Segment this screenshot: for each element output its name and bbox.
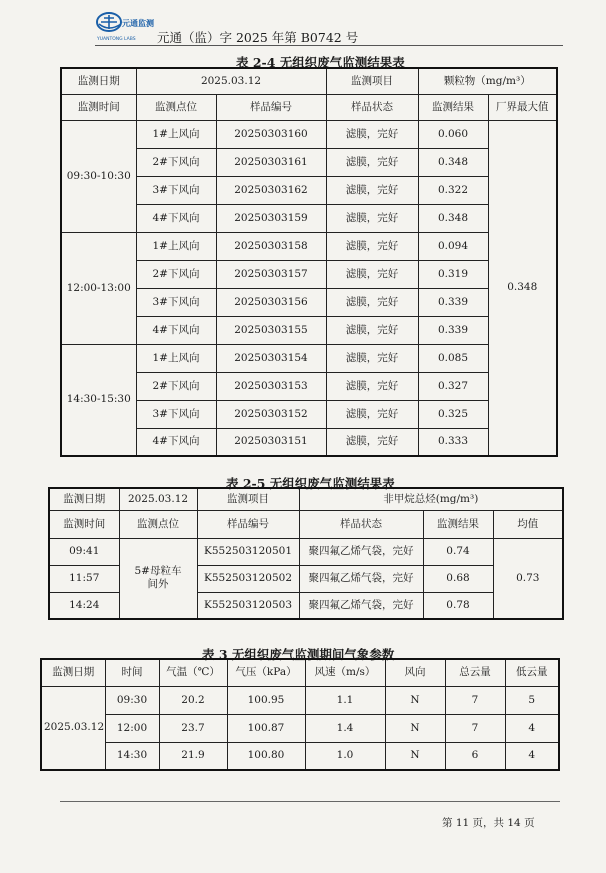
t3-pressure: 100.87 [227, 714, 305, 742]
table-2-5-caption: 表 2-5 无组织废气监测结果表 [226, 476, 395, 491]
t24-point: 1#上风向 [136, 120, 216, 148]
t3-pressure: 100.80 [227, 742, 305, 770]
table-2-4-caption: 表 2-4 无组织废气监测结果表 [236, 55, 405, 70]
t24-result: 0.327 [418, 372, 488, 400]
t3-low-cloud: 4 [505, 714, 559, 742]
t3-total-cloud: 6 [445, 742, 505, 770]
footer-divider [60, 801, 560, 802]
header-divider [95, 45, 563, 46]
t24-result: 0.094 [418, 232, 488, 260]
t3-temp: 20.2 [159, 686, 227, 714]
t24-state: 滤膜，完好 [326, 372, 418, 400]
t3-wind-dir: N [385, 714, 445, 742]
t24-time-cell: 09:30-10:30 [61, 120, 136, 232]
t25-result: 0.78 [423, 592, 493, 619]
t3-header-low-cloud: 低云量 [505, 659, 559, 686]
t24-result: 0.339 [418, 316, 488, 344]
table-2-5 [48, 487, 564, 620]
t25-date-value: 2025.03.12 [119, 488, 197, 510]
t3-wind-speed: 1.1 [305, 686, 385, 714]
logo-subtext: YUANTONG LABS [97, 37, 136, 42]
t24-point: 1#上风向 [136, 232, 216, 260]
t24-time-cell: 12:00-13:00 [61, 232, 136, 344]
t24-point: 3#下风向 [136, 288, 216, 316]
t25-item-label: 监测项目 [197, 488, 299, 510]
t24-sample: 20250303156 [216, 288, 326, 316]
t24-sample: 20250303160 [216, 120, 326, 148]
t24-sample: 20250303151 [216, 428, 326, 456]
t25-time: 11:57 [49, 565, 119, 592]
t3-header-date: 监测日期 [41, 659, 105, 686]
t24-state: 滤膜，完好 [326, 428, 418, 456]
t24-sample: 20250303162 [216, 176, 326, 204]
t24-date-label: 监测日期 [61, 68, 136, 94]
t24-result: 0.085 [418, 344, 488, 372]
document-number: 元通（监）字 2025 年第 B0742 号 [157, 30, 359, 45]
t3-time: 12:00 [105, 714, 159, 742]
t24-result: 0.319 [418, 260, 488, 288]
t25-avg: 0.73 [493, 538, 563, 619]
t3-time: 14:30 [105, 742, 159, 770]
t3-wind-speed: 1.0 [305, 742, 385, 770]
t24-header-time: 监测时间 [61, 94, 136, 120]
t25-header-avg: 均值 [493, 510, 563, 538]
t24-state: 滤膜，完好 [326, 176, 418, 204]
t24-sample: 20250303152 [216, 400, 326, 428]
t25-result: 0.74 [423, 538, 493, 565]
t24-result: 0.060 [418, 120, 488, 148]
t24-state: 滤膜，完好 [326, 260, 418, 288]
t24-point: 3#下风向 [136, 176, 216, 204]
t25-point: 5#母粒车间外 [119, 538, 197, 619]
t3-header-wind-speed: 风速（m/s） [305, 659, 385, 686]
t3-header-wind-dir: 风向 [385, 659, 445, 686]
t25-state: 聚四氟乙烯气袋，完好 [299, 538, 423, 565]
t24-state: 滤膜，完好 [326, 232, 418, 260]
t24-result: 0.348 [418, 204, 488, 232]
t3-date: 2025.03.12 [41, 686, 105, 770]
t24-result: 0.322 [418, 176, 488, 204]
t3-total-cloud: 7 [445, 714, 505, 742]
t24-point: 3#下风向 [136, 400, 216, 428]
t24-sample: 20250303155 [216, 316, 326, 344]
t24-sample: 20250303153 [216, 372, 326, 400]
t24-item-label: 监测项目 [326, 68, 418, 94]
t3-header-total-cloud: 总云量 [445, 659, 505, 686]
t3-pressure: 100.95 [227, 686, 305, 714]
t24-point: 2#下风向 [136, 148, 216, 176]
t3-low-cloud: 4 [505, 742, 559, 770]
page-number: 第 11 页，共 14 页 [442, 817, 535, 829]
t25-result: 0.68 [423, 565, 493, 592]
t25-time: 09:41 [49, 538, 119, 565]
t24-point: 4#下风向 [136, 204, 216, 232]
t24-sample: 20250303157 [216, 260, 326, 288]
table-2-4 [60, 67, 558, 457]
t24-max-value: 0.348 [488, 120, 557, 456]
t24-point: 2#下风向 [136, 260, 216, 288]
t25-state: 聚四氟乙烯气袋，完好 [299, 565, 423, 592]
t24-result: 0.348 [418, 148, 488, 176]
t24-item-value: 颗粒物（mg/m³） [418, 68, 557, 94]
t25-sample: K552503120503 [197, 592, 299, 619]
t25-sample: K552503120502 [197, 565, 299, 592]
t25-header-state: 样品状态 [299, 510, 423, 538]
t24-header-sample: 样品编号 [216, 94, 326, 120]
t24-sample: 20250303161 [216, 148, 326, 176]
t3-low-cloud: 5 [505, 686, 559, 714]
t24-state: 滤膜，完好 [326, 288, 418, 316]
company-logo [95, 10, 155, 44]
t24-date-value: 2025.03.12 [136, 68, 326, 94]
t3-time: 09:30 [105, 686, 159, 714]
table-3-caption: 表 3 无组织废气监测期间气象参数 [202, 647, 395, 662]
t3-header-time: 时间 [105, 659, 159, 686]
t24-header-result: 监测结果 [418, 94, 488, 120]
t24-state: 滤膜，完好 [326, 148, 418, 176]
t3-wind-dir: N [385, 742, 445, 770]
t3-header-temp: 气温（℃） [159, 659, 227, 686]
t25-date-label: 监测日期 [49, 488, 119, 510]
t24-state: 滤膜，完好 [326, 344, 418, 372]
t3-total-cloud: 7 [445, 686, 505, 714]
t24-result: 0.339 [418, 288, 488, 316]
t24-sample: 20250303158 [216, 232, 326, 260]
t24-result: 0.325 [418, 400, 488, 428]
t3-temp: 23.7 [159, 714, 227, 742]
t24-point: 2#下风向 [136, 372, 216, 400]
t24-point: 4#下风向 [136, 428, 216, 456]
t3-header-pressure: 气压（kPa） [227, 659, 305, 686]
t24-header-max: 厂界最大值 [488, 94, 557, 120]
page-header [95, 8, 565, 48]
t3-wind-dir: N [385, 686, 445, 714]
t25-time: 14:24 [49, 592, 119, 619]
table-3 [40, 658, 560, 771]
logo-text: 元通监测 [122, 19, 154, 28]
t3-wind-speed: 1.4 [305, 714, 385, 742]
t24-state: 滤膜，完好 [326, 204, 418, 232]
t24-time-cell: 14:30-15:30 [61, 344, 136, 456]
t24-point: 1#上风向 [136, 344, 216, 372]
t24-sample: 20250303154 [216, 344, 326, 372]
t25-header-point: 监测点位 [119, 510, 197, 538]
t24-sample: 20250303159 [216, 204, 326, 232]
t25-header-sample: 样品编号 [197, 510, 299, 538]
t25-sample: K552503120501 [197, 538, 299, 565]
t25-item-value: 非甲烷总烃(mg/m³) [299, 488, 563, 510]
t3-temp: 21.9 [159, 742, 227, 770]
t24-state: 滤膜，完好 [326, 316, 418, 344]
t24-state: 滤膜，完好 [326, 120, 418, 148]
t25-state: 聚四氟乙烯气袋，完好 [299, 592, 423, 619]
t24-point: 4#下风向 [136, 316, 216, 344]
t24-state: 滤膜，完好 [326, 400, 418, 428]
t25-header-time: 监测时间 [49, 510, 119, 538]
t24-result: 0.333 [418, 428, 488, 456]
t25-header-result: 监测结果 [423, 510, 493, 538]
t24-header-state: 样品状态 [326, 94, 418, 120]
t24-header-point: 监测点位 [136, 94, 216, 120]
